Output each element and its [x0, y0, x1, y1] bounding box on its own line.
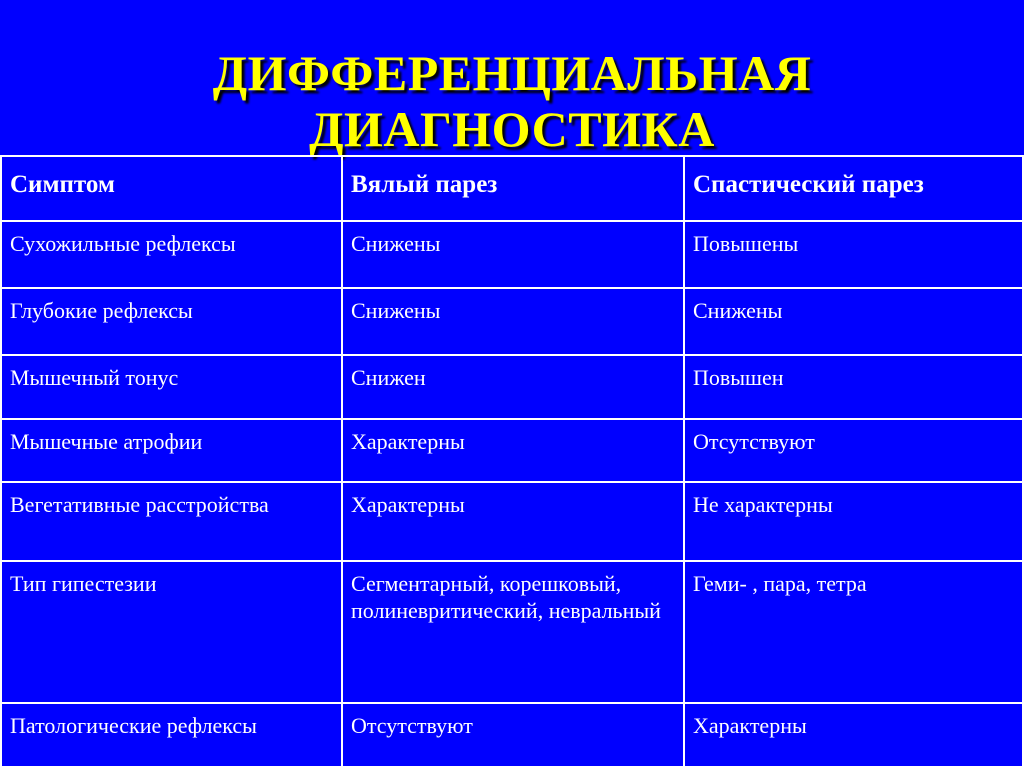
- table-row: [1, 288, 1023, 355]
- cell-flaccid: Снижен: [342, 355, 684, 419]
- cell-symptom: Тип гипестезии: [1, 561, 342, 703]
- slide-title: [0, 45, 1024, 157]
- table-header-row: [1, 156, 1023, 221]
- table-row: [1, 355, 1023, 419]
- header-spastic-paresis: Спастический парез: [684, 156, 1023, 221]
- cell-symptom: Вегетативные расстройства: [1, 482, 342, 561]
- differential-diagnosis-table: [0, 155, 1024, 768]
- cell-spastic: Не характерны: [684, 482, 1023, 561]
- cell-spastic: Отсутствуют: [684, 419, 1023, 482]
- table-row: [1, 419, 1023, 482]
- table-row: [1, 482, 1023, 561]
- cell-symptom: Глубокие рефлексы: [1, 288, 342, 355]
- slide-title-line-1: ДИФФЕРЕНЦИАЛЬНАЯ: [212, 45, 812, 101]
- table-row: [1, 703, 1023, 767]
- cell-flaccid: Снижены: [342, 288, 684, 355]
- header-symptom: Симптом: [1, 156, 342, 221]
- cell-symptom: Сухожильные рефлексы: [1, 221, 342, 288]
- cell-flaccid: Характерны: [342, 419, 684, 482]
- table-row: [1, 221, 1023, 288]
- cell-spastic: Повышены: [684, 221, 1023, 288]
- cell-symptom: Патологические рефлексы: [1, 703, 342, 767]
- cell-spastic: Характерны: [684, 703, 1023, 767]
- cell-flaccid: Сегментарный, корешковый, полиневритический, невральный: [342, 561, 684, 703]
- cell-flaccid: Отсутствуют: [342, 703, 684, 767]
- cell-spastic: Геми- , пара, тетра: [684, 561, 1023, 703]
- cell-spastic: Повышен: [684, 355, 1023, 419]
- slide-title-line-2: ДИАГНОСТИКА: [309, 101, 715, 157]
- cell-symptom: Мышечные атрофии: [1, 419, 342, 482]
- table-row: [1, 561, 1023, 703]
- cell-flaccid: Снижены: [342, 221, 684, 288]
- cell-flaccid: Характерны: [342, 482, 684, 561]
- header-flaccid-paresis: Вялый парез: [342, 156, 684, 221]
- cell-symptom: Мышечный тонус: [1, 355, 342, 419]
- cell-spastic: Снижены: [684, 288, 1023, 355]
